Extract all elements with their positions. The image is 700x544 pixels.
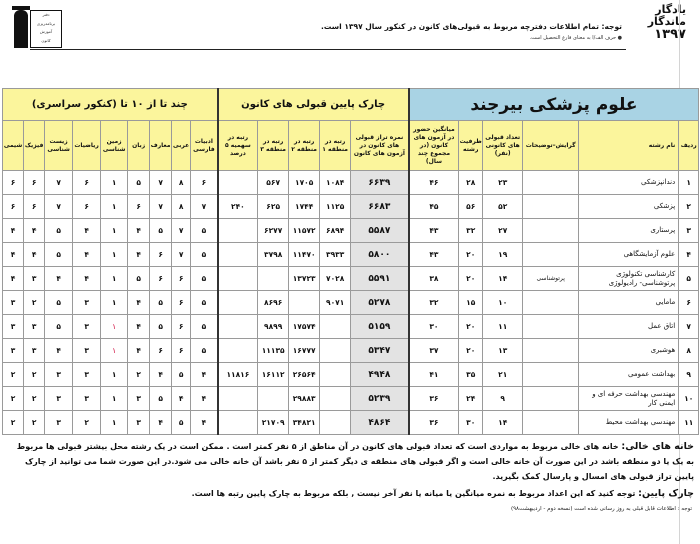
cell-phy: ۲	[24, 291, 45, 315]
cell-score: ۵۳۴۷	[351, 339, 409, 363]
cell-cap: ۲۴	[459, 387, 483, 411]
cell-r2: ۱۱۴۷۰	[289, 243, 320, 267]
cell-rel: ۴	[150, 363, 172, 387]
cell-rel: ۵	[150, 387, 172, 411]
cell-q5	[218, 219, 258, 243]
cell-name: علوم آزمایشگاهی	[579, 243, 679, 267]
cell-score: ۵۵۹۱	[351, 267, 409, 291]
cell-no: ۱۱	[679, 411, 699, 435]
cell-no: ۱	[679, 171, 699, 195]
cell-chem: ۶	[3, 171, 24, 195]
brand-line: یادگار	[655, 3, 686, 16]
logo-board	[30, 10, 62, 48]
cell-r3: ۵۶۷	[258, 171, 289, 195]
cell-geo: ۱	[101, 195, 128, 219]
cell-lang: ۲	[128, 363, 150, 387]
col-row-no: ردیف	[679, 121, 699, 171]
cell-r1	[320, 363, 351, 387]
col-physics: فیزیک	[24, 121, 45, 171]
cell-bio: ۵	[45, 243, 73, 267]
cell-no: ۶	[679, 291, 699, 315]
cell-no: ۵	[679, 267, 699, 291]
cell-math: ۲	[73, 411, 101, 435]
cell-q5	[218, 411, 258, 435]
cell-name: هوشبری	[579, 339, 679, 363]
cell-lit: ۴	[191, 411, 218, 435]
cell-bio: ۳	[45, 363, 73, 387]
logo-text: دفتر	[42, 12, 50, 17]
cell-lang: ۴	[128, 219, 150, 243]
logo-text: آموزش	[39, 29, 53, 34]
cell-geo: ۱	[101, 267, 128, 291]
cell-score: ۵۱۵۹	[351, 315, 409, 339]
cell-count: ۱۴	[483, 267, 523, 291]
cell-rel: ۵	[150, 315, 172, 339]
cell-cap: ۲۰	[459, 339, 483, 363]
cell-ar: ۶	[172, 291, 191, 315]
cell-chem: ۴	[3, 243, 24, 267]
cell-cap: ۲۰	[459, 315, 483, 339]
cell-avg: ۳۰	[409, 315, 459, 339]
cell-r3: ۶۲۵	[258, 195, 289, 219]
cell-name: مهندسی بهداشت حرفه ای و ایمنی کار	[579, 387, 679, 411]
cell-score: ۶۶۳۹	[351, 171, 409, 195]
col-avg-attendance: میانگین حضور در آزمون های کانون (در مجموع چند سال)	[409, 121, 459, 171]
cell-lang: ۴	[128, 315, 150, 339]
cell-count: ۱۹	[483, 243, 523, 267]
cell-avg: ۴۵	[409, 195, 459, 219]
cell-count: ۱۰	[483, 291, 523, 315]
cell-ar: ۷	[172, 243, 191, 267]
cell-no: ۴	[679, 243, 699, 267]
brand-line: ماندگار	[647, 15, 686, 28]
col-math: ریاضیات	[73, 121, 101, 171]
low-quartile-label: چارک پایین:	[638, 488, 694, 499]
cell-avg: ۴۱	[409, 363, 459, 387]
cell-score: ۵۵۸۷	[351, 219, 409, 243]
cell-lit: ۴	[191, 387, 218, 411]
cell-cap: ۲۰	[459, 243, 483, 267]
cell-note	[523, 315, 579, 339]
cell-cap: ۳۵	[459, 363, 483, 387]
table-body	[3, 171, 699, 435]
cell-geo: ۱	[101, 387, 128, 411]
cell-math: ۳	[73, 363, 101, 387]
cell-phy: ۲	[24, 363, 45, 387]
cell-geo: ۱	[101, 171, 128, 195]
cell-lit: ۵	[191, 291, 218, 315]
logo-text: برنامه‌ریزی	[36, 20, 56, 26]
brand-year: ۱۳۹۷	[654, 27, 686, 42]
header-divider	[30, 49, 626, 50]
cell-r2: ۱۳۷۲۳	[289, 267, 320, 291]
cell-bio: ۷	[45, 195, 73, 219]
col-geology: زمین شناسی	[101, 121, 128, 171]
cell-phy: ۳	[24, 315, 45, 339]
cell-geo: ۱	[101, 291, 128, 315]
cell-r2: ۱۷۰۵	[289, 171, 320, 195]
cell-math: ۳	[73, 315, 101, 339]
cell-bio: ۵	[45, 291, 73, 315]
cell-r3: ۸۶۹۶	[258, 291, 289, 315]
cell-r1: ۶۸۹۴	[320, 219, 351, 243]
cell-r1: ۹۰۷۱	[320, 291, 351, 315]
cell-no: ۲	[679, 195, 699, 219]
cell-note	[523, 195, 579, 219]
cell-ar: ۶	[172, 315, 191, 339]
logo-text: کانون	[41, 37, 51, 43]
cell-count: ۱۳	[483, 339, 523, 363]
col-rank-r2: رتبه در منطقه ۲	[289, 121, 320, 171]
cell-r1: ۱۱۲۵	[320, 195, 351, 219]
cell-rel: ۶	[150, 267, 172, 291]
cell-ar: ۵	[172, 363, 191, 387]
cell-lit: ۷	[191, 195, 218, 219]
cell-count: ۱۱	[483, 315, 523, 339]
cell-chem: ۲	[3, 387, 24, 411]
cell-rel: ۶	[150, 339, 172, 363]
col-orientation: گرایش–توضیحات	[523, 121, 579, 171]
cell-note	[523, 411, 579, 435]
page-header	[0, 0, 700, 60]
cell-r3: ۹۸۹۹	[258, 315, 289, 339]
cell-math: ۴	[73, 267, 101, 291]
cell-geo: ۱	[101, 219, 128, 243]
col-religion: معارف	[150, 121, 172, 171]
cell-phy: ۶	[24, 195, 45, 219]
col-chemistry: شیمی	[3, 121, 24, 171]
cell-r1: ۱۰۸۴	[320, 171, 351, 195]
brand-logo	[630, 4, 686, 41]
cell-math: ۳	[73, 387, 101, 411]
cell-lit: ۵	[191, 315, 218, 339]
cell-chem: ۴	[3, 267, 24, 291]
table-row	[3, 411, 699, 435]
cell-lit: ۶	[191, 171, 218, 195]
cell-note	[523, 339, 579, 363]
cell-chem: ۲	[3, 363, 24, 387]
cell-avg: ۴۶	[409, 171, 459, 195]
cell-math: ۳	[73, 339, 101, 363]
cell-bio: ۳	[45, 411, 73, 435]
cell-cap: ۲۰	[459, 267, 483, 291]
cell-q5	[218, 387, 258, 411]
cell-geo: ۱	[101, 339, 128, 363]
cell-lang: ۵	[128, 267, 150, 291]
cell-note: پرتوشناسی	[523, 267, 579, 291]
cell-name: بهداشت عمومی	[579, 363, 679, 387]
cell-r3	[258, 267, 289, 291]
cell-score: ۴۸۶۴	[351, 411, 409, 435]
cell-count: ۱۴	[483, 411, 523, 435]
cell-score: ۵۸۰۰	[351, 243, 409, 267]
cell-no: ۹	[679, 363, 699, 387]
col-rank-quota5: رتبه در سهمیه ۵ درصد	[218, 121, 258, 171]
table-row	[3, 363, 699, 387]
cell-q5: ۲۴۰	[218, 195, 258, 219]
section-header-row	[3, 89, 699, 121]
cell-count: ۹	[483, 387, 523, 411]
col-persian-lit: ادبیات فارسی	[191, 121, 218, 171]
col-arabic: عربی	[172, 121, 191, 171]
cell-math: ۶	[73, 171, 101, 195]
cell-q5	[218, 339, 258, 363]
cell-lit: ۴	[191, 363, 218, 387]
table-row	[3, 315, 699, 339]
table-row	[3, 291, 699, 315]
cell-q5	[218, 315, 258, 339]
cell-chem: ۲	[3, 411, 24, 435]
cell-note	[523, 387, 579, 411]
cell-bio: ۴	[45, 339, 73, 363]
cell-note	[523, 243, 579, 267]
cell-cap: ۳۲	[459, 219, 483, 243]
cell-phy: ۲	[24, 387, 45, 411]
cell-geo: ۱	[101, 363, 128, 387]
cell-bio: ۵	[45, 315, 73, 339]
table-row	[3, 195, 699, 219]
cell-r3: ۶۲۷۷	[258, 219, 289, 243]
cell-avg: ۳۸	[409, 267, 459, 291]
update-note: توجه : اطلاعات قابل قبلی به روز رسانی شده است (نسخه دوم - اردیبهشت۹۸)	[510, 506, 692, 512]
cell-name: کارشناسی تکنولوژی پرتوشناسی- رادیولوژی	[579, 267, 679, 291]
cell-name: دندانپزشکی	[579, 171, 679, 195]
cell-lit: ۵	[191, 243, 218, 267]
cell-chem: ۳	[3, 315, 24, 339]
cell-avg: ۳۶	[409, 387, 459, 411]
cell-note	[523, 171, 579, 195]
cell-cap: ۲۸	[459, 171, 483, 195]
cell-lang: ۴	[128, 243, 150, 267]
col-capacity: ظرفیت رشته	[459, 121, 483, 171]
empty-cells-label: خانه های خالی:	[621, 441, 694, 452]
cell-phy: ۴	[24, 219, 45, 243]
cell-cap: ۵۶	[459, 195, 483, 219]
cell-geo: ۱	[101, 411, 128, 435]
university-title: علوم پزشکی بیرجند	[409, 89, 699, 121]
cell-q5	[218, 243, 258, 267]
cell-r3: ۲۱۷۰۹	[258, 411, 289, 435]
cell-cap: ۱۵	[459, 291, 483, 315]
col-field-name: نام رشته	[579, 121, 679, 171]
cell-math: ۳	[73, 291, 101, 315]
table-row	[3, 243, 699, 267]
cell-avg: ۳۷	[409, 339, 459, 363]
table-row	[3, 267, 699, 291]
low-quartile-text: توجه کنید که این اعداد مربوط به نمره میانگین یا میانه یا نفر آخر نیست , بلکه مربوط به چارک پایین رتبه ها است.	[191, 489, 636, 498]
cell-count: ۵۲	[483, 195, 523, 219]
cell-lang: ۴	[128, 291, 150, 315]
cell-r3: ۱۱۱۳۵	[258, 339, 289, 363]
table-row	[3, 387, 699, 411]
cell-phy: ۲	[24, 411, 45, 435]
cell-ar: ۶	[172, 267, 191, 291]
cell-count: ۲۷	[483, 219, 523, 243]
cell-geo: ۱	[101, 243, 128, 267]
cell-lang: ۴	[128, 339, 150, 363]
cell-rel: ۴	[150, 411, 172, 435]
cell-ar: ۴	[172, 387, 191, 411]
header-notice: توجه: تمام اطلاعات دفترچه مربوط به قبولی‌های کانون در کنکور سال ۱۳۹۷ است.	[321, 22, 622, 31]
cell-r2: ۱۱۵۷۲	[289, 219, 320, 243]
cell-r2: ۳۴۸۲۱	[289, 411, 320, 435]
cell-count: ۲۱	[483, 363, 523, 387]
cell-r2: ۲۹۸۸۳	[289, 387, 320, 411]
cell-math: ۴	[73, 219, 101, 243]
cell-name: مامایی	[579, 291, 679, 315]
cell-ar: ۶	[172, 339, 191, 363]
cell-no: ۱۰	[679, 387, 699, 411]
cell-ar: ۵	[172, 411, 191, 435]
cell-rel: ۷	[150, 171, 172, 195]
cell-phy: ۶	[24, 171, 45, 195]
cell-q5: ۱۱۸۱۶	[218, 363, 258, 387]
cell-count: ۲۳	[483, 171, 523, 195]
col-rank-r1: رتبه در منطقه ۱	[320, 121, 351, 171]
cell-name: مهندسی بهداشت محیط	[579, 411, 679, 435]
cell-rel: ۶	[150, 243, 172, 267]
col-accepted-count: تعداد قبولی های کانونی (نفر)	[483, 121, 523, 171]
col-biology: زیست شناسی	[45, 121, 73, 171]
cell-no: ۸	[679, 339, 699, 363]
cell-bio: ۳	[45, 387, 73, 411]
cell-note	[523, 291, 579, 315]
cell-lit: ۵	[191, 339, 218, 363]
cell-r1: ۳۹۳۳	[320, 243, 351, 267]
cell-note	[523, 219, 579, 243]
cell-ar: ۷	[172, 219, 191, 243]
cell-avg: ۳۲	[409, 291, 459, 315]
cell-bio: ۴	[45, 267, 73, 291]
cell-avg: ۳۶	[409, 411, 459, 435]
cell-ar: ۸	[172, 171, 191, 195]
cell-r3: ۳۷۹۸	[258, 243, 289, 267]
cell-r1	[320, 315, 351, 339]
graduate-figure-icon	[14, 10, 28, 48]
cell-phy: ۴	[24, 243, 45, 267]
cell-r2: ۲۶۵۶۴	[289, 363, 320, 387]
cell-lang: ۶	[128, 195, 150, 219]
cell-rel: ۵	[150, 291, 172, 315]
cell-rel: ۵	[150, 219, 172, 243]
cell-score: ۵۲۷۸	[351, 291, 409, 315]
grades-section-title: چند تا از ۱۰ تا (کنکور سراسری)	[3, 89, 218, 121]
cell-r1: ۷۰۲۸	[320, 267, 351, 291]
cell-no: ۷	[679, 315, 699, 339]
cell-math: ۴	[73, 243, 101, 267]
cell-no: ۳	[679, 219, 699, 243]
cell-name: اتاق عمل	[579, 315, 679, 339]
cell-avg: ۴۳	[409, 219, 459, 243]
admissions-table	[2, 88, 699, 435]
kanoon-logo	[14, 4, 64, 50]
col-score: نمره تراز قبولی های کانون در آزمون های کانون	[351, 121, 409, 171]
cell-score: ۴۹۴۸	[351, 363, 409, 387]
table-row	[3, 171, 699, 195]
cell-chem: ۴	[3, 219, 24, 243]
cell-lit: ۵	[191, 219, 218, 243]
cell-chem: ۳	[3, 291, 24, 315]
cell-q5	[218, 171, 258, 195]
cell-rel: ۷	[150, 195, 172, 219]
cell-phy: ۳	[24, 267, 45, 291]
cell-r1	[320, 411, 351, 435]
cell-cap: ۳۰	[459, 411, 483, 435]
cell-q5	[218, 291, 258, 315]
cell-phy: ۳	[24, 339, 45, 363]
low-quartile-note	[8, 486, 694, 501]
column-header-row	[3, 121, 699, 171]
cell-lang: ۳	[128, 387, 150, 411]
cell-score: ۵۲۳۹	[351, 387, 409, 411]
empty-cells-text: خانه های خالی مربوط به مواردی است که تعداد قبولی های کانون در آن مناطق از ۵ نفر کمتر است . ممکن است در یک رشته محل بیشتر قبولی ها مربوط به یک یا دو منطقه باشد در این صورت آن خانه خالی است و اگر قبولی های منطقه ی دیگر کمتر از ۵ نفر باشد آن خانه خالی می شود.در این صورت شما می توانید از چارک پایین تراز قبولی های امسال و پارسال کمک بگیرید.	[16, 442, 694, 481]
empty-cells-note	[8, 439, 694, 484]
table-row	[3, 219, 699, 243]
cell-chem: ۳	[3, 339, 24, 363]
col-rank-r3: رتبه در منطقه ۳	[258, 121, 289, 171]
cell-r3: ۱۶۱۱۲	[258, 363, 289, 387]
cell-bio: ۷	[45, 171, 73, 195]
cell-ar: ۸	[172, 195, 191, 219]
cell-bio: ۵	[45, 219, 73, 243]
cell-r2: ۱۷۴۴	[289, 195, 320, 219]
cell-r1	[320, 387, 351, 411]
table-row	[3, 339, 699, 363]
cell-avg: ۴۳	[409, 243, 459, 267]
cell-name: پرستاری	[579, 219, 679, 243]
col-language: زبان	[128, 121, 150, 171]
cell-lang: ۳	[128, 411, 150, 435]
cell-r2: ۱۷۵۷۴	[289, 315, 320, 339]
low-quartile-section-title: چارک پایین قبولی های کانون	[218, 89, 409, 121]
cell-q5	[218, 267, 258, 291]
cell-geo: ۱	[101, 315, 128, 339]
cell-lit: ۵	[191, 267, 218, 291]
cell-score: ۶۶۸۳	[351, 195, 409, 219]
header-subnotice: ● حرف الف/ا به معنای فارغ التحصیل است.	[529, 35, 622, 41]
cell-r1	[320, 339, 351, 363]
cell-chem: ۶	[3, 195, 24, 219]
cell-r3	[258, 387, 289, 411]
cell-name: پزشکی	[579, 195, 679, 219]
cell-math: ۶	[73, 195, 101, 219]
cell-r2: ۱۶۷۷۷	[289, 339, 320, 363]
cell-r2	[289, 291, 320, 315]
cell-note	[523, 363, 579, 387]
cell-lang: ۵	[128, 171, 150, 195]
